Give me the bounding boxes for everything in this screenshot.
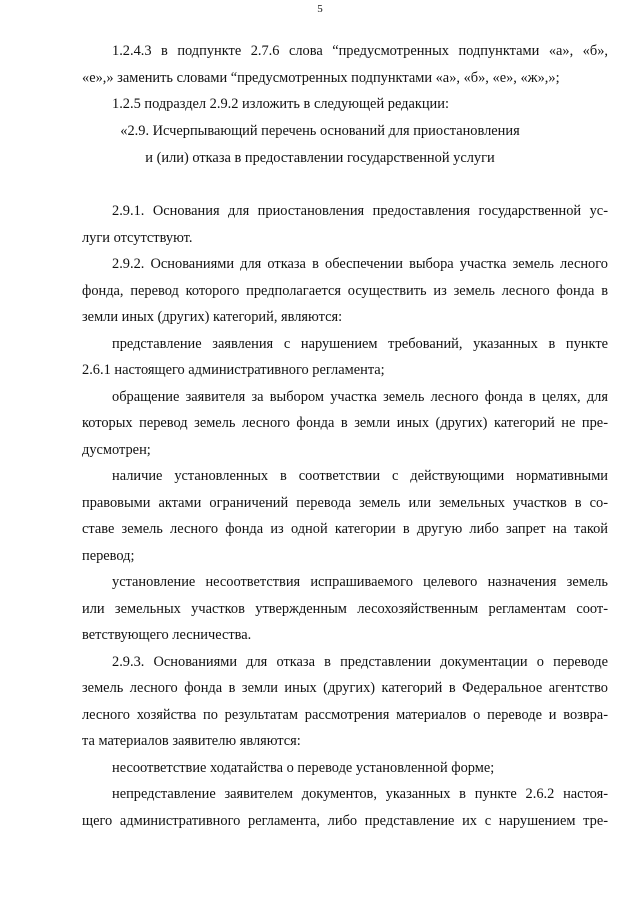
text-line: 2.9.2. Основаниями для отказа в обеспечении выбора участка земель лесного <box>112 256 608 272</box>
text-line: которых перевод земель лесного фонда в земли иных (других) категорий не пре- <box>82 415 608 431</box>
text-line: непредставление заявителем документов, указанных в пункте 2.6.2 настоя- <box>112 786 608 802</box>
text-line: 1.2.5 подраздел 2.9.2 изложить в следующей редакции: <box>112 96 449 112</box>
text-line: фонда, перевод которого предполагается осуществить из земель лесного фонда в <box>82 283 608 299</box>
text-line: установление несоответствия испрашиваемого целевого назначения земель <box>112 574 608 590</box>
text-line: 2.6.1 настоящего административного регламента; <box>82 362 385 378</box>
text-line: представление заявления с нарушением требований, указанных в пункте <box>112 336 608 352</box>
text-line: земель лесного фонда в земли иных (других) категорий в Федеральное агентство <box>82 680 608 696</box>
page-number: 5 <box>317 3 323 15</box>
text-line: 2.9.3. Основаниями для отказа в представлении документации о переводе <box>112 654 608 670</box>
text-line: несоответствие ходатайства о переводе установленной форме; <box>112 760 495 776</box>
text-line: та материалов заявителю являются: <box>82 733 301 749</box>
text-line: правовыми актами ограничений перевода земель или земельных участков в со- <box>82 495 608 511</box>
text-line: или земельных участков утвержденным лесохозяйственным регламентам соот- <box>82 601 608 617</box>
section-heading: и (или) отказа в предоставлении государственной услуги <box>145 150 495 166</box>
text-line: ставе земель лесного фонда из одной категории в другую либо запрет на такой <box>82 521 608 537</box>
text-line: дусмотрен; <box>82 442 151 458</box>
text-line: 1.2.4.3 в подпункте 2.7.6 слова “предусмотренных подпунктами «а», «б», <box>112 43 608 59</box>
text-line: земли иных (других) категорий, являются: <box>82 309 343 325</box>
text-line: обращение заявителя за выбором участка земель лесного фонда в целях, для <box>112 389 608 405</box>
text-line: «е»,» заменить словами “предусмотренных подпунктами «а», «б», «е», «ж»,»; <box>82 70 560 86</box>
text-line: лесного хозяйства по результатам рассмотрения материалов о переводе и возвра- <box>82 707 608 723</box>
section-heading: «2.9. Исчерпывающий перечень оснований для приостановления <box>120 123 520 139</box>
text-line: щего административного регламента, либо представление их с нарушением тре- <box>82 813 608 829</box>
text-line: 2.9.1. Основания для приостановления предоставления государственной ус- <box>112 203 608 219</box>
text-line: ветствующего лесничества. <box>82 627 252 643</box>
text-line: наличие установленных в соответствии с действующими нормативными <box>112 468 608 484</box>
text-line: перевод; <box>82 548 135 564</box>
text-line: луги отсутствуют. <box>82 230 193 246</box>
